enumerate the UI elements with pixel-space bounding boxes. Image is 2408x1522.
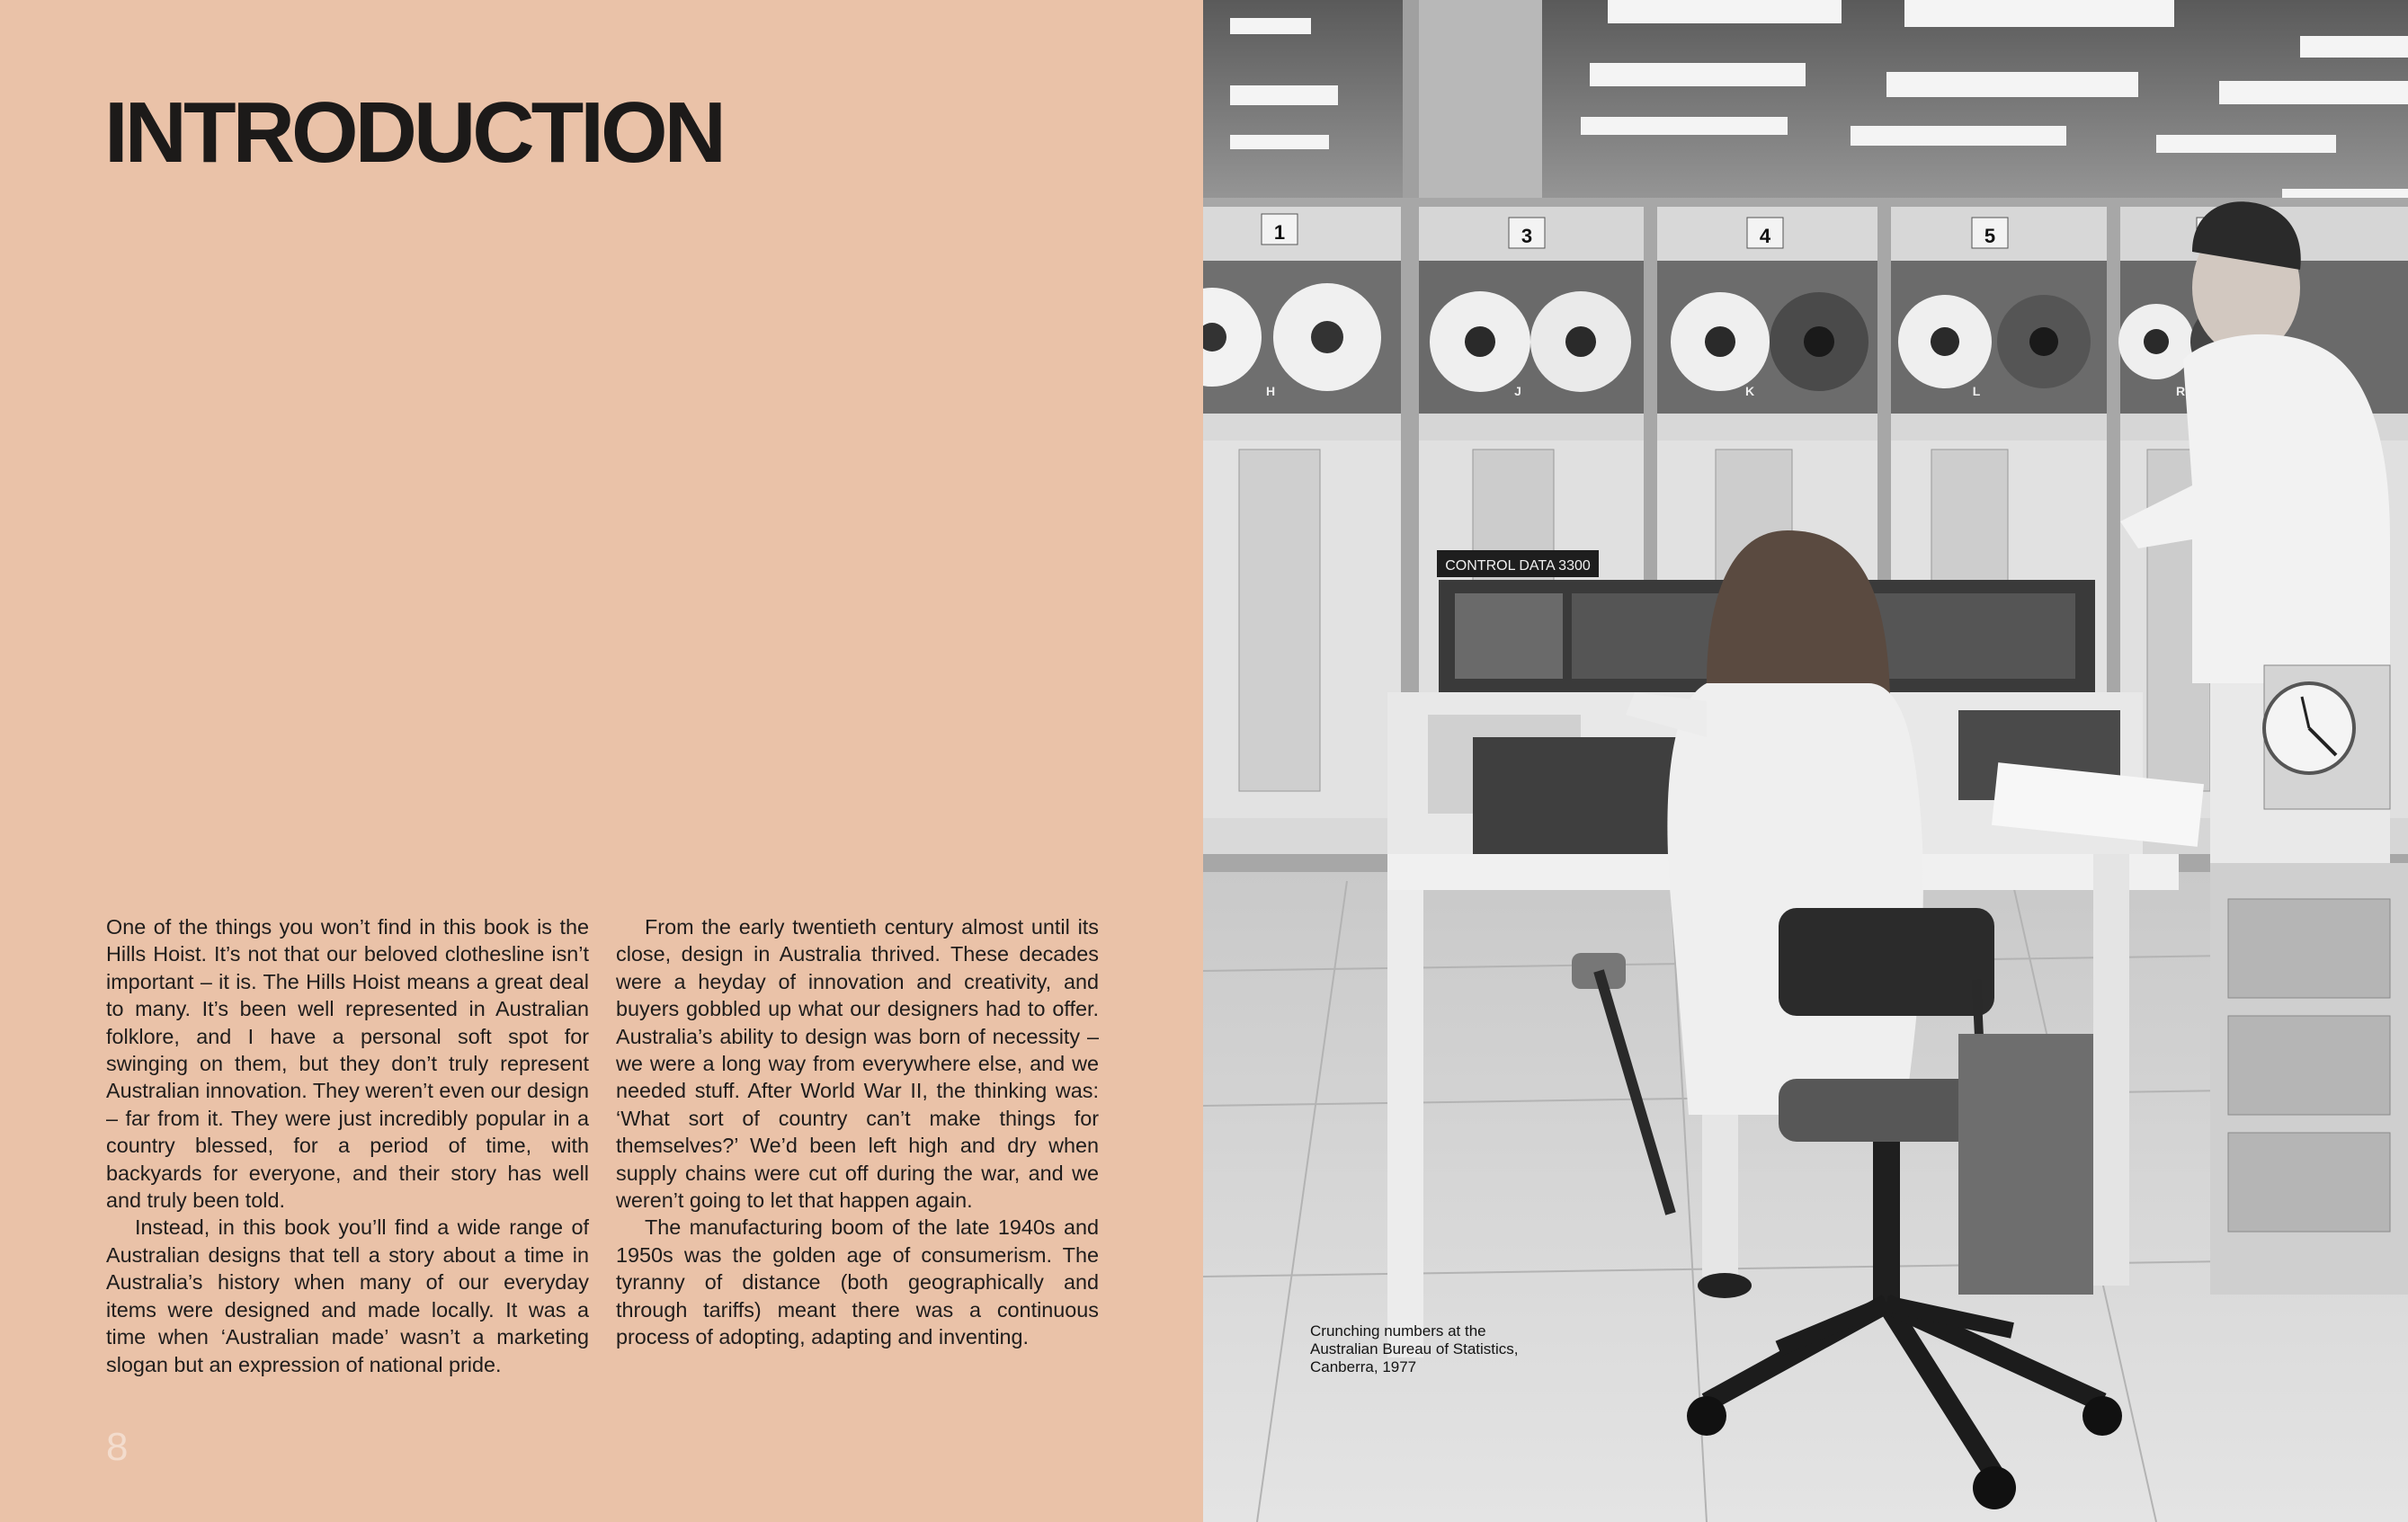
wastebasket [1958,1034,2093,1295]
cabinet-letter: H [1265,384,1276,398]
paragraph: One of the things you won’t find in this book is the Hills Hoist. It’s not that our beloved clothesline isn’t important – it is. The Hills Hoist means a great deal to many. It’s been well represented in Australian folklore, and I have a personal soft spot for swinging on them, but they don’t truly represent Australian innovation. They weren’t even our design – far from it. They were just incredibly popular in a country blessed, for a period of time, with backyards for everyone, and their story has well and truly been told. [106,915,589,1213]
cabinet-letter: R [2175,384,2186,398]
paragraph: The manufacturing boom of the late 1940s and 1950s was the golden age of consumerism. The tyranny of distance (both geographically and through tariffs) meant there was a continuous process of adopting, adapting and inventing. [616,1215,1099,1349]
cabinet-letter: L [1972,384,1981,398]
photograph-computer-room [1203,0,2408,1522]
page-title: INTRODUCTION [104,85,723,181]
paragraph: From the early twentieth century almost until its close, design in Australia thrived. These decades were a heyday of innovation and creativity, and buyers gobbled up what our designers had to offer. Australia’s ability to design was born of necessity – we were a long way from everywhere else, and we needed stuff. After World War II, the thinking was: ‘What sort of country can’t make things for themselves?’ We’d been left high and dry when supply chains were cut off during the war, and we weren’t going to let that happen again. [616,915,1099,1213]
text-column-2 [616,913,1099,1351]
text-column-1 [106,913,589,1378]
left-page [0,0,1203,1522]
page-number: 8 [106,1425,129,1469]
cabinet-number: 3 [1521,225,1533,247]
photo-caption: Crunching numbers at the Australian Bureau of Statistics, Canberra, 1977 [1310,1322,1519,1375]
paragraph: Instead, in this book you’ll find a wide range of Australian designs that tell a story about a time in Australia’s history when many of our everyday items were designed and made locally. It was a time when ‘Australian made’ wasn’t a marketing slogan but an expression of national pride. [106,1215,589,1376]
cabinet-number: 1 [1273,221,1286,244]
cabinet-number: 4 [1759,225,1771,247]
photo-illustration [1203,0,2408,1522]
desk-clock [2264,665,2390,809]
cabinet-letter: K [1744,384,1755,398]
console-label: CONTROL DATA 3300 [1445,558,1591,574]
cabinet-letter: J [1514,384,1521,398]
cabinet-number: 5 [1984,225,1996,247]
